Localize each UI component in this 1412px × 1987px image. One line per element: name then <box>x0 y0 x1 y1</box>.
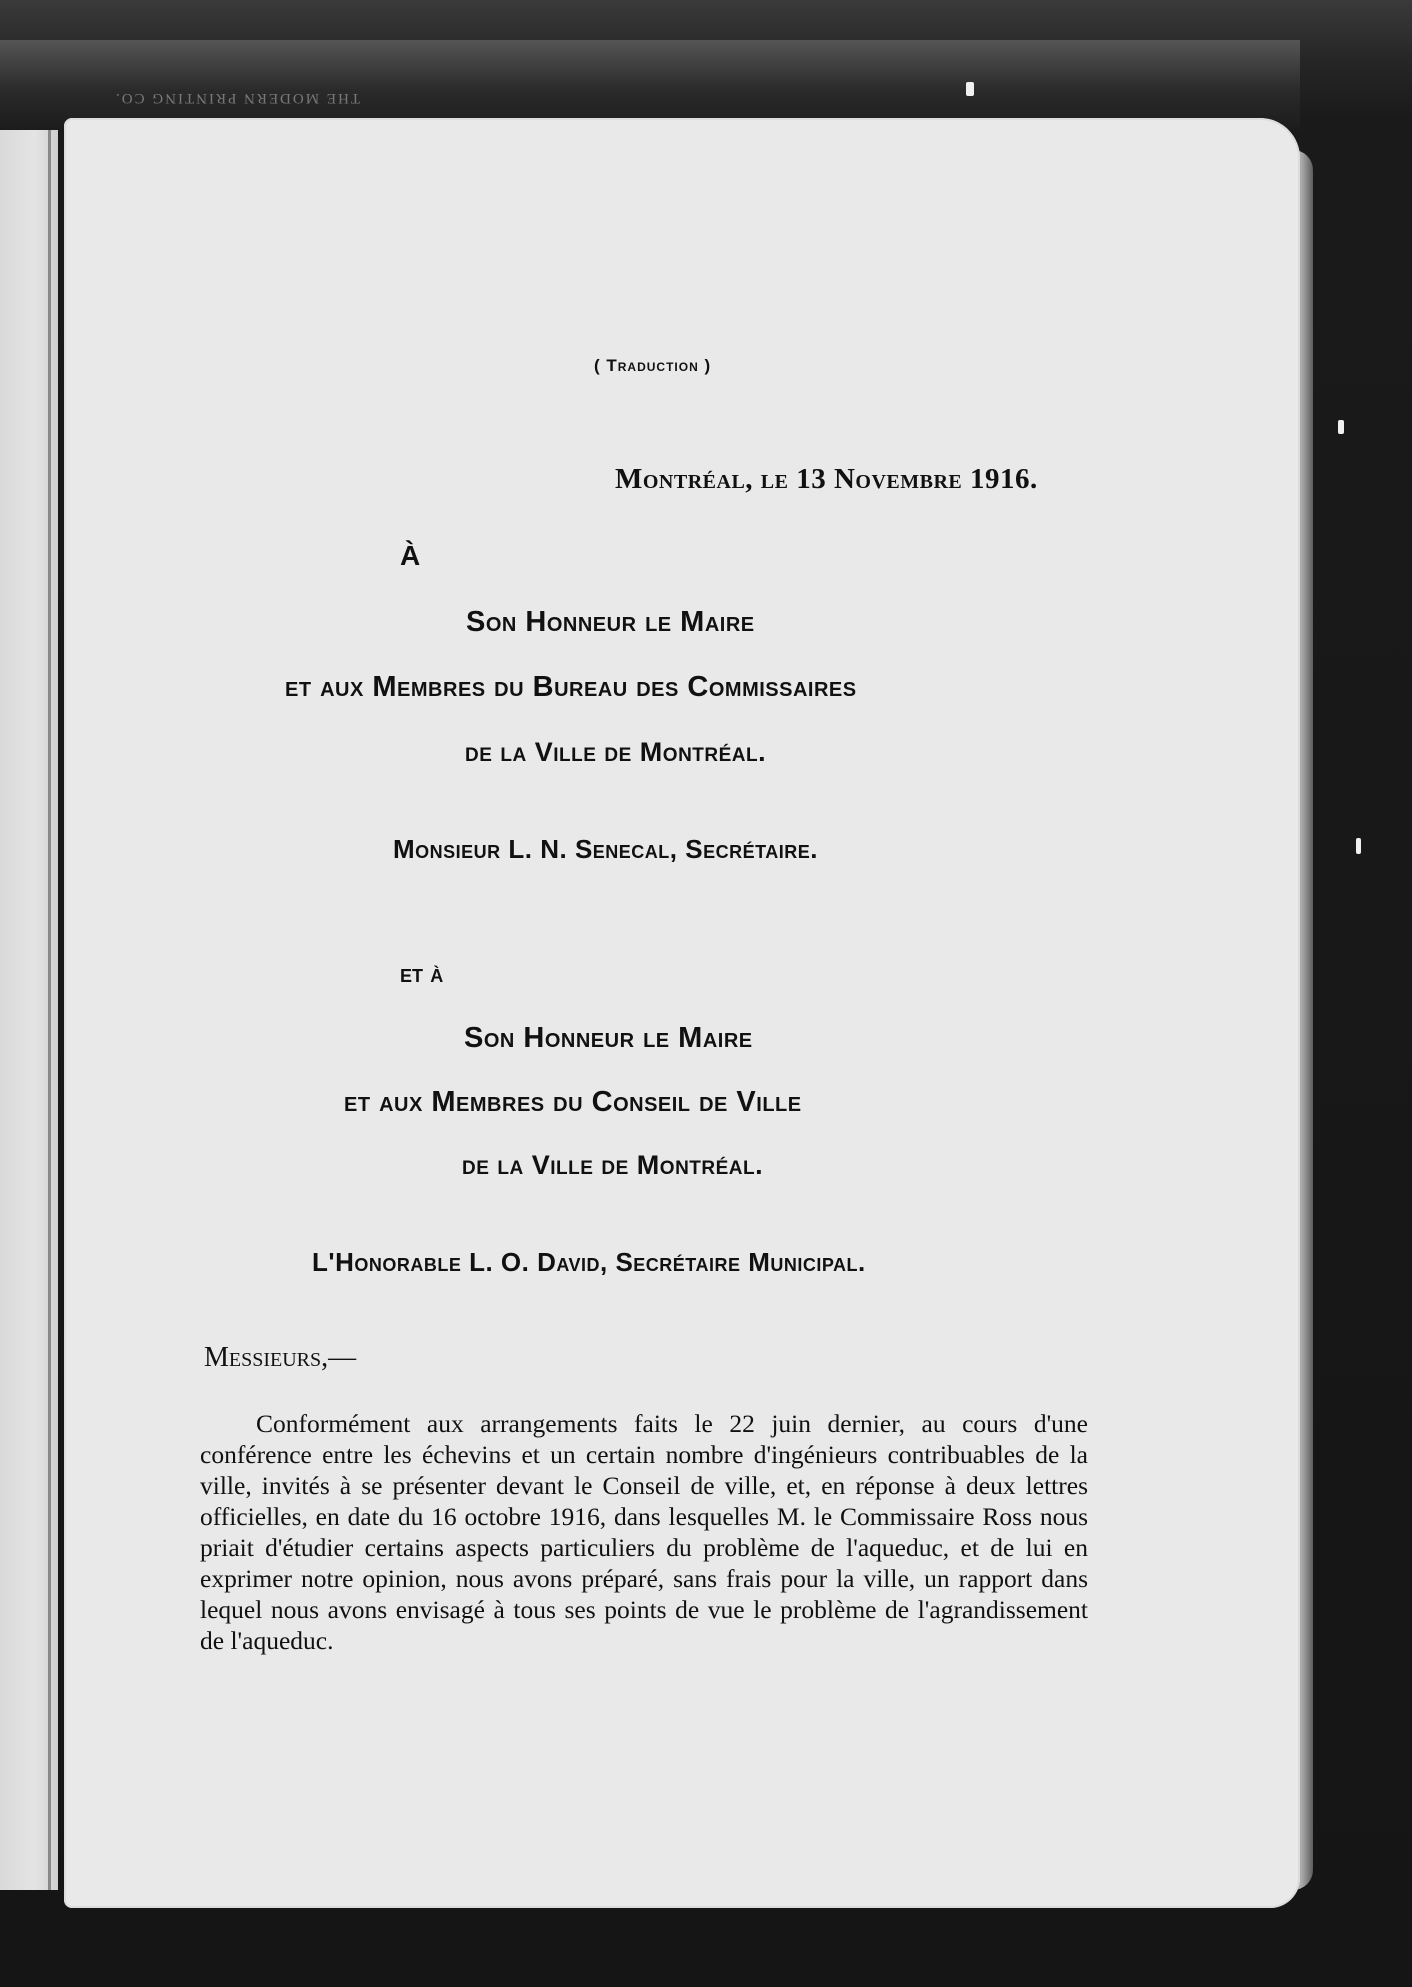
addressee-2-line-3: de la Ville de Montréal. <box>462 1150 764 1180</box>
addressee-1-secretary: Monsieur L. N. Senecal, Secrétaire. <box>393 834 818 864</box>
addressee-2-secretary: L'Honorable L. O. David, Secrétaire Municipal. <box>312 1247 866 1277</box>
translation-note: ( Traduction ) <box>594 356 712 375</box>
letter-date: Montréal, le 13 Novembre 1916. <box>615 463 1038 495</box>
addressee-1-line-3: de la Ville de Montréal. <box>465 737 767 767</box>
address-prefix-2: et à <box>400 958 444 988</box>
salutation: Messieurs,— <box>204 1342 357 1373</box>
address-prefix-1: À <box>400 540 421 571</box>
addressee-2-line-1: Son Honneur le Maire <box>464 1022 753 1054</box>
printer-stamp: THE MODERN PRINTING CO. <box>114 90 360 106</box>
addressee-1-line-2: et aux Membres du Bureau des Commissaires <box>285 671 857 703</box>
addressee-1-line-1: Son Honneur le Maire <box>466 606 755 638</box>
addressee-2-line-2: et aux Membres du Conseil de Ville <box>344 1086 802 1118</box>
body-paragraph: Conformément aux arrangements faits le 22 juin dernier, au cours d'une conférence entre les échevins et un certain nombre d'ingénieurs contribuables de la ville, invités à se présenter devant le Conseil de ville, et, en réponse à deux lettres officielles, en date du 16 octobre 1916, dans lesquelles M. le Commissaire Ross nous priait d'étudier certains aspects particuliers du problème de l'aqueduc, et de lui en exprimer notre opinion, nous avons préparé, sans frais pour la ville, un rapport dans lequel nous avons envisagé à tous ses points de vue le problème de l'agrandissement de l'aqueduc. <box>200 1409 1088 1655</box>
